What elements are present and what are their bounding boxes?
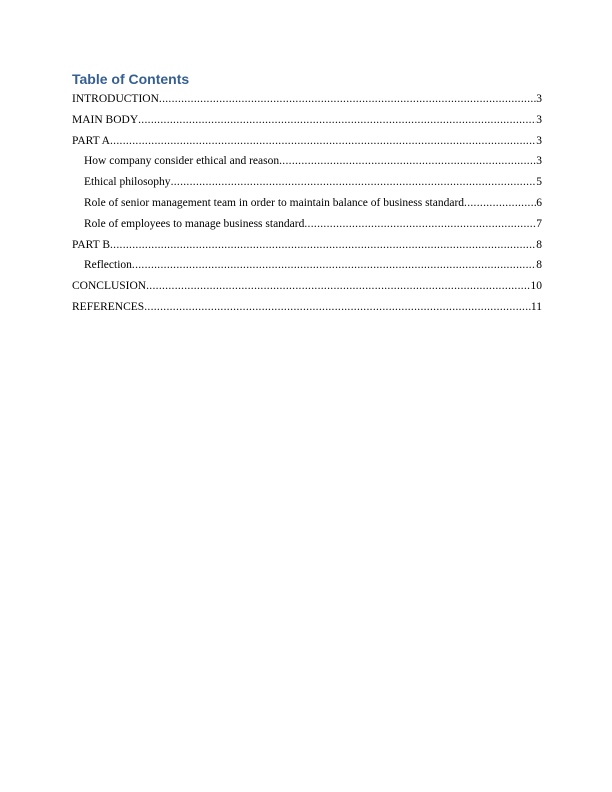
toc-entry-main-body[interactable] — [72, 110, 542, 131]
dot-leader — [171, 172, 537, 192]
toc-page-number: 3 — [536, 155, 542, 168]
toc-entry-title[interactable]: PART A — [72, 134, 110, 147]
toc-entry-introduction[interactable] — [72, 89, 542, 110]
toc-entry-senior-management[interactable] — [72, 193, 542, 214]
toc-page-number: 7 — [536, 217, 542, 230]
dot-leader — [464, 193, 536, 213]
dot-leader — [146, 276, 530, 296]
toc-entry-title[interactable]: Role of senior management team in order to maintain balance of business standard — [84, 196, 465, 209]
toc-entry-reflection[interactable] — [72, 255, 542, 276]
toc-entry-employees-role[interactable] — [72, 214, 542, 235]
toc-entry-title[interactable]: PART B — [72, 238, 110, 251]
toc-heading: Table of Contents — [72, 71, 190, 87]
toc-entry-title[interactable]: Reflection — [84, 259, 132, 272]
dot-leader — [132, 255, 536, 275]
dot-leader — [144, 297, 531, 317]
toc-page-number: 3 — [536, 113, 542, 126]
dot-leader — [279, 151, 536, 171]
dot-leader — [304, 214, 536, 234]
toc-entry-ethical-philosophy[interactable] — [72, 172, 542, 193]
dot-leader — [159, 89, 536, 109]
toc-entry-title[interactable]: Ethical philosophy — [84, 176, 171, 189]
toc-entry-part-b[interactable] — [72, 235, 542, 256]
toc-list — [72, 89, 542, 318]
toc-page-number: 6 — [536, 196, 542, 209]
toc-entry-part-a[interactable] — [72, 131, 542, 152]
toc-page-number: 3 — [536, 134, 542, 147]
toc-page-number: 3 — [536, 93, 542, 105]
toc-page-number: 8 — [536, 238, 542, 251]
dot-leader — [110, 131, 536, 151]
toc-entry-title[interactable]: CONCLUSION — [72, 280, 147, 293]
toc-page-number: 8 — [536, 259, 542, 272]
toc-entry-title[interactable]: REFERENCES — [72, 300, 145, 313]
dot-leader — [110, 235, 536, 255]
toc-page-number: 10 — [530, 280, 542, 293]
dot-leader — [138, 110, 536, 130]
toc-entry-title[interactable]: MAIN BODY — [72, 113, 139, 126]
toc-page-number: 5 — [536, 176, 542, 189]
toc-entry-title[interactable]: How company consider ethical and reason — [84, 155, 280, 168]
toc-entry-ethical-reason[interactable] — [72, 151, 542, 172]
toc-entry-title[interactable]: INTRODUCTION — [72, 93, 159, 105]
toc-page-number: 11 — [530, 300, 542, 313]
toc-entry-references[interactable] — [72, 297, 542, 318]
toc-entry-title[interactable]: Role of employees to manage business standard — [84, 217, 305, 230]
toc-entry-conclusion[interactable] — [72, 276, 542, 297]
